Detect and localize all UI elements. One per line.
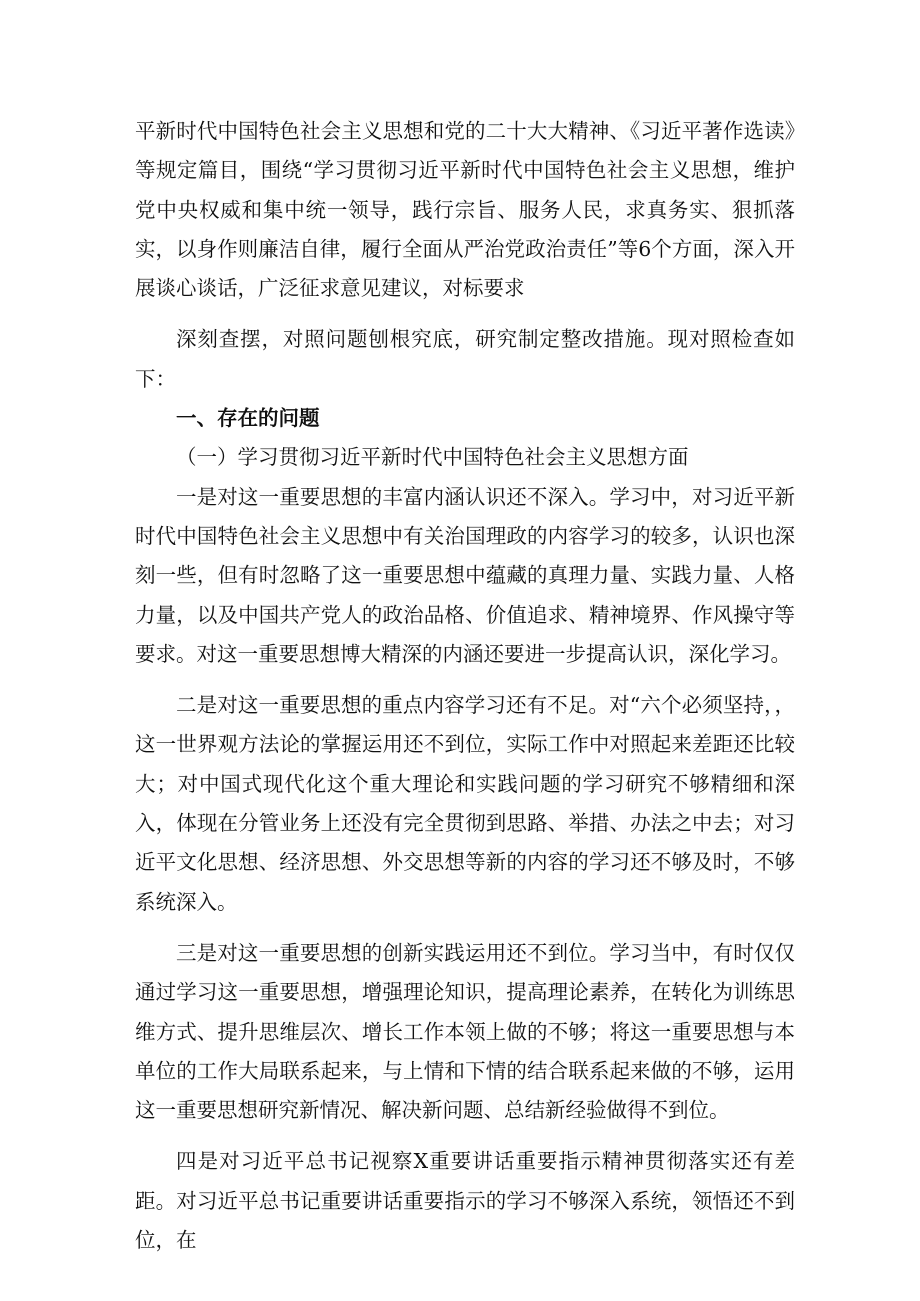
subsection-heading-study-thought: （一）学习贯彻习近平新时代中国特色社会主义思想方面 xyxy=(176,445,689,470)
paragraph-continuation: 平新时代中国特色社会主义思想和党的二十大大精神、《习近平著作选读》等规定篇目，围绕“学习贯彻习近平新时代中国特色社会主义思想，维护党中央权威和集中统一领导，践行宗旨、服务人民，求真务实、狠抓落实，以身作则廉洁自律，履行全面从严治党政治责任”等6个方面，深入开展谈心谈话，广泛征求意见建议，对标要求 xyxy=(135,119,795,301)
paragraph-point-one: 一是对这一重要思想的丰富内涵认识还不深入。学习中，对习近平新时代中国特色社会主义思想中有关治国理政的内容学习的较多，认识也深刻一些，但有时忽略了这一重要思想中蕴藏的真理力量、实践力量、人格力量，以及中国共产党人的政治品格、价值追求、精神境界、作风操守等要求。对这一重要思想博大精深的内涵还要进一步提高认识，深化学习。 xyxy=(135,484,795,666)
paragraph-point-three: 三是对这一重要思想的创新实践运用还不到位。学习当中，有时仅仅通过学习这一重要思想，增强理论知识，提高理论素养，在转化为训练思维方式、提升思维层次、增长工作本领上做的不够；将这一重要思想与本单位的工作大局联系起来，与上情和下情的结合联系起来做的不够，运用这一重要思想研究新情况、解决新问题、总结新经验做得不到位。 xyxy=(135,940,795,1123)
document-body xyxy=(135,112,795,1260)
paragraph-point-two: 二是对这一重要思想的重点内容学习还有不足。对“六个必须坚持，，这一世界观方法论的掌握运用还不到位，实际工作中对照起来差距还比较大；对中国式现代化这个重大理论和实践问题的学习研究不够精细和深入，体现在分管业务上还没有完全贯彻到思路、举措、办法之中去；对习近平文化思想、经济思想、外交思想等新的内容的学习还不够及时，不够系统深入。 xyxy=(135,693,795,914)
section-heading-existing-problems: 一、存在的问题 xyxy=(176,406,320,431)
paragraph-point-four: 四是对习近平总书记视察X重要讲话重要指示精神贯彻落实还有差距。对习近平总书记重要讲话重要指示的学习不够深入系统，领悟还不到位，在 xyxy=(135,1149,795,1253)
paragraph-inspection-intro: 深刻查摆，对照问题刨根究底，研究制定整改措施。现对照检查如下： xyxy=(135,327,795,391)
